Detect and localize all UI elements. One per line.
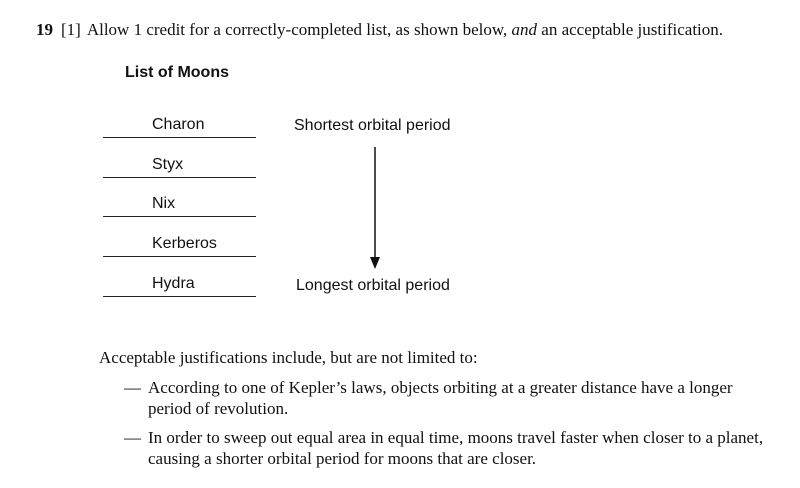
question-line: [36, 20, 723, 40]
question-text-after: an acceptable justification.: [537, 20, 724, 39]
moon-name: Charon: [152, 116, 205, 133]
moon-slot-1: [103, 113, 256, 138]
moon-name: Hydra: [152, 275, 195, 292]
dash-marker: —: [124, 428, 141, 447]
moon-name: Styx: [152, 156, 184, 173]
moon-slot-3: [103, 192, 256, 217]
moon-slot-4: [103, 232, 256, 257]
justification-text: According to one of Kepler’s laws, objects orbiting at a greater distance have a longer period of revolution.: [148, 378, 733, 418]
longest-period-label: Longest orbital period: [296, 277, 450, 294]
question-credit: [1]: [61, 20, 81, 39]
question-number: 19: [36, 20, 53, 39]
question-text-italic: and: [511, 20, 538, 39]
question-text-before: Allow 1 credit for a correctly-completed list, as shown below,: [86, 20, 512, 39]
justification-item: [124, 377, 764, 419]
justification-item: [124, 427, 764, 469]
shortest-period-label: Shortest orbital period: [294, 117, 451, 134]
dash-marker: —: [124, 378, 141, 397]
moon-name: Nix: [152, 195, 176, 212]
moon-name: Kerberos: [152, 235, 217, 252]
justification-text: In order to sweep out equal area in equal time, moons travel faster when closer to a planet, causing a shorter orbital period for moons that are closer.: [148, 428, 764, 468]
justifications-intro: Acceptable justifications include, but are not limited to:: [99, 348, 478, 367]
list-heading: List of Moons: [125, 64, 229, 81]
moon-slot-2: [103, 153, 256, 178]
down-arrow-icon: [367, 147, 383, 271]
moon-slot-5: [103, 272, 256, 297]
